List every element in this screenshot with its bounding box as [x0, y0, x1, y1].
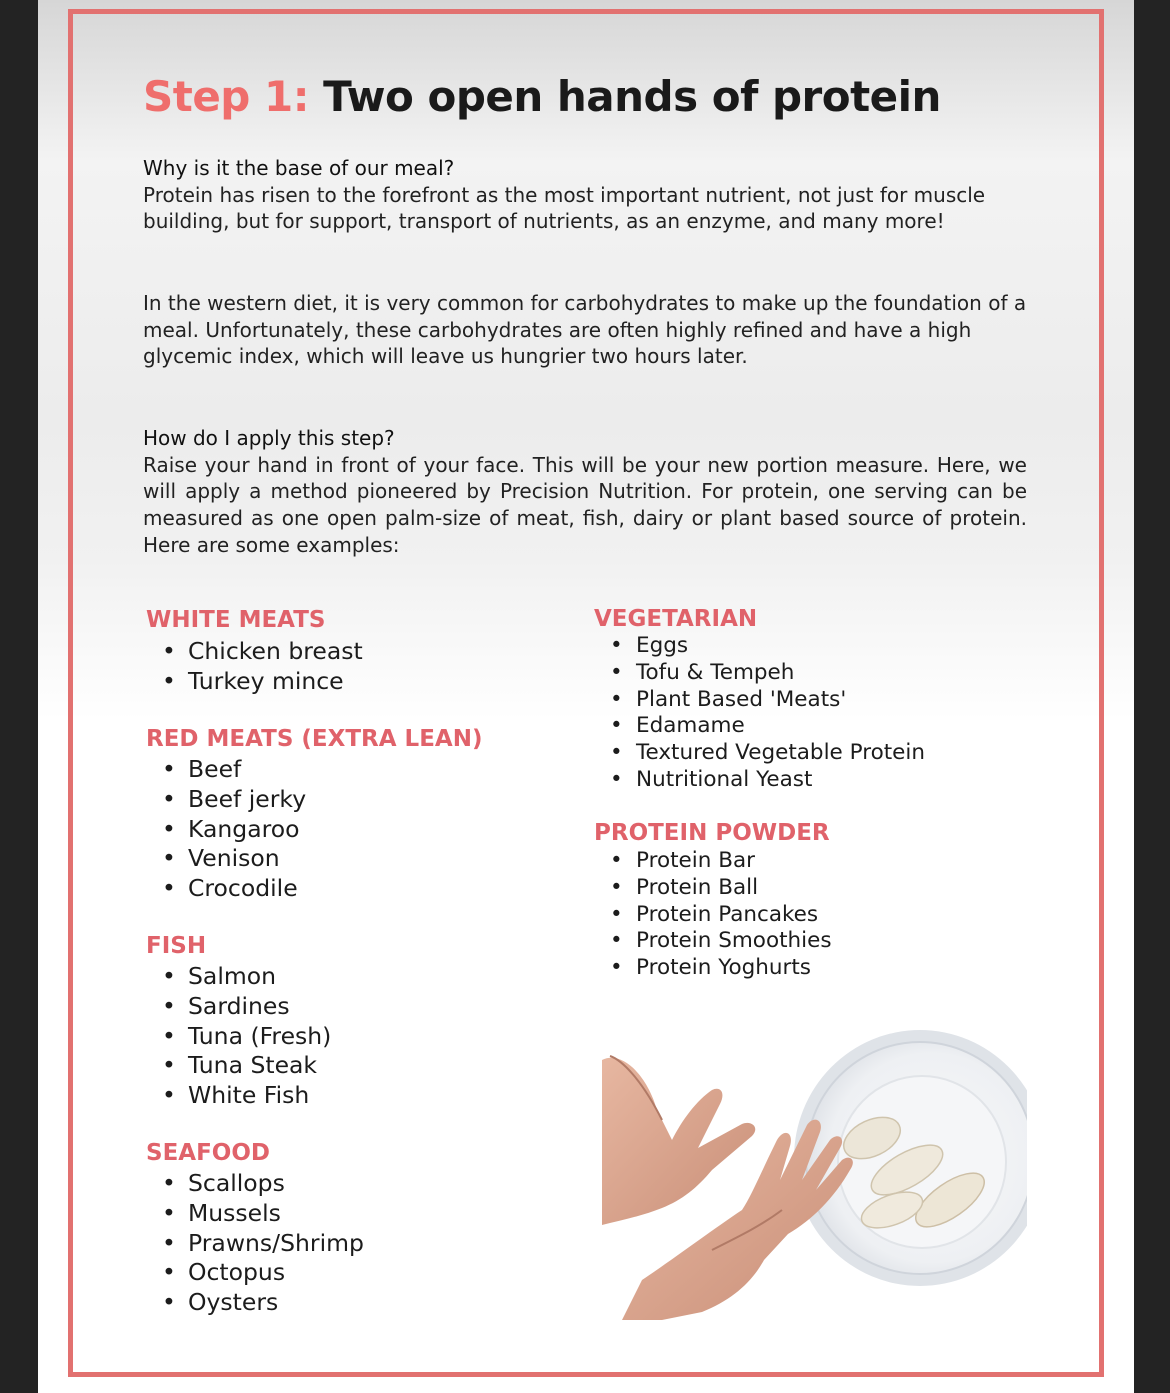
list-item: • Protein Smoothies: [594, 928, 832, 955]
category-seafood: SEAFOOD: [146, 1140, 270, 1166]
white-meats-list: [146, 637, 363, 697]
list-item: • Scallops: [146, 1169, 364, 1199]
why-section: [143, 155, 1027, 235]
category-vegetarian: VEGETARIAN: [594, 606, 758, 632]
list-item: • Beef: [146, 755, 306, 785]
list-item: • Salmon: [146, 962, 331, 992]
category-white-meats: WHITE MEATS: [146, 607, 326, 633]
list-item: • Tuna Steak: [146, 1051, 331, 1081]
list-item: • Venison: [146, 844, 306, 874]
list-item: • Tofu & Tempeh: [594, 660, 925, 687]
list-item: • Eggs: [594, 633, 925, 660]
list-item: • Turkey mince: [146, 667, 363, 697]
why-paragraph-2: In the western diet, it is very common for carbohydrates to make up the foundation of a meal. Unfortunately, these carbohydrates are often highly refined and have a high glycemic index, which will leave us hungrier two hours later.: [143, 291, 1027, 369]
category-red-meats: RED MEATS (EXTRA LEAN): [146, 726, 483, 752]
list-item: • Octopus: [146, 1258, 364, 1288]
category-fish: FISH: [146, 933, 207, 959]
list-item: • Oysters: [146, 1288, 364, 1318]
hands-and-plate-image: [602, 1020, 1027, 1320]
list-item: • Beef jerky: [146, 785, 306, 815]
list-item: • Tuna (Fresh): [146, 1022, 331, 1052]
step-label: Step 1:: [143, 72, 310, 121]
list-item: • Edamame: [594, 713, 925, 740]
how-question: How do I apply this step?: [143, 426, 395, 450]
list-item: • Prawns/Shrimp: [146, 1229, 364, 1259]
vegetarian-list: [594, 633, 925, 794]
protein-powder-list: [594, 848, 832, 982]
seafood-list: [146, 1169, 364, 1318]
list-item: • Nutritional Yeast: [594, 767, 925, 794]
why-paragraph-1: Protein has risen to the forefront as the most important nutrient, not just for muscle building, but for support, transport of nutrients, as an enzyme, and many more!: [143, 182, 986, 234]
list-item: • Protein Pancakes: [594, 902, 832, 929]
list-item: • White Fish: [146, 1081, 331, 1111]
list-item: • Chicken breast: [146, 637, 363, 667]
list-item: • Crocodile: [146, 874, 306, 904]
why-question: Why is it the base of our meal?: [143, 156, 455, 180]
category-protein-powder: PROTEIN POWDER: [594, 820, 830, 846]
list-item: • Mussels: [146, 1199, 364, 1229]
list-item: • Sardines: [146, 992, 331, 1022]
list-item: • Protein Bar: [594, 848, 832, 875]
how-section: [143, 425, 1027, 559]
fish-list: [146, 962, 331, 1111]
list-item: • Protein Ball: [594, 875, 832, 902]
red-meats-list: [146, 755, 306, 904]
list-item: • Textured Vegetable Protein: [594, 740, 925, 767]
list-item: • Kangaroo: [146, 815, 306, 845]
list-item: • Protein Yoghurts: [594, 955, 832, 982]
how-paragraph: Raise your hand in front of your face. This will be your new portion measure. Here, we will apply a method pioneered by Precision Nutrition. For protein, one serving can be measured as one open palm-size of meat, fish, dairy or plant based source of protein. Here are some examples:: [143, 452, 1027, 557]
list-item: • Plant Based 'Meats': [594, 687, 925, 714]
left-hand: [602, 1056, 755, 1225]
title-text: Two open hands of protein: [309, 72, 941, 121]
page-title: [143, 72, 941, 121]
